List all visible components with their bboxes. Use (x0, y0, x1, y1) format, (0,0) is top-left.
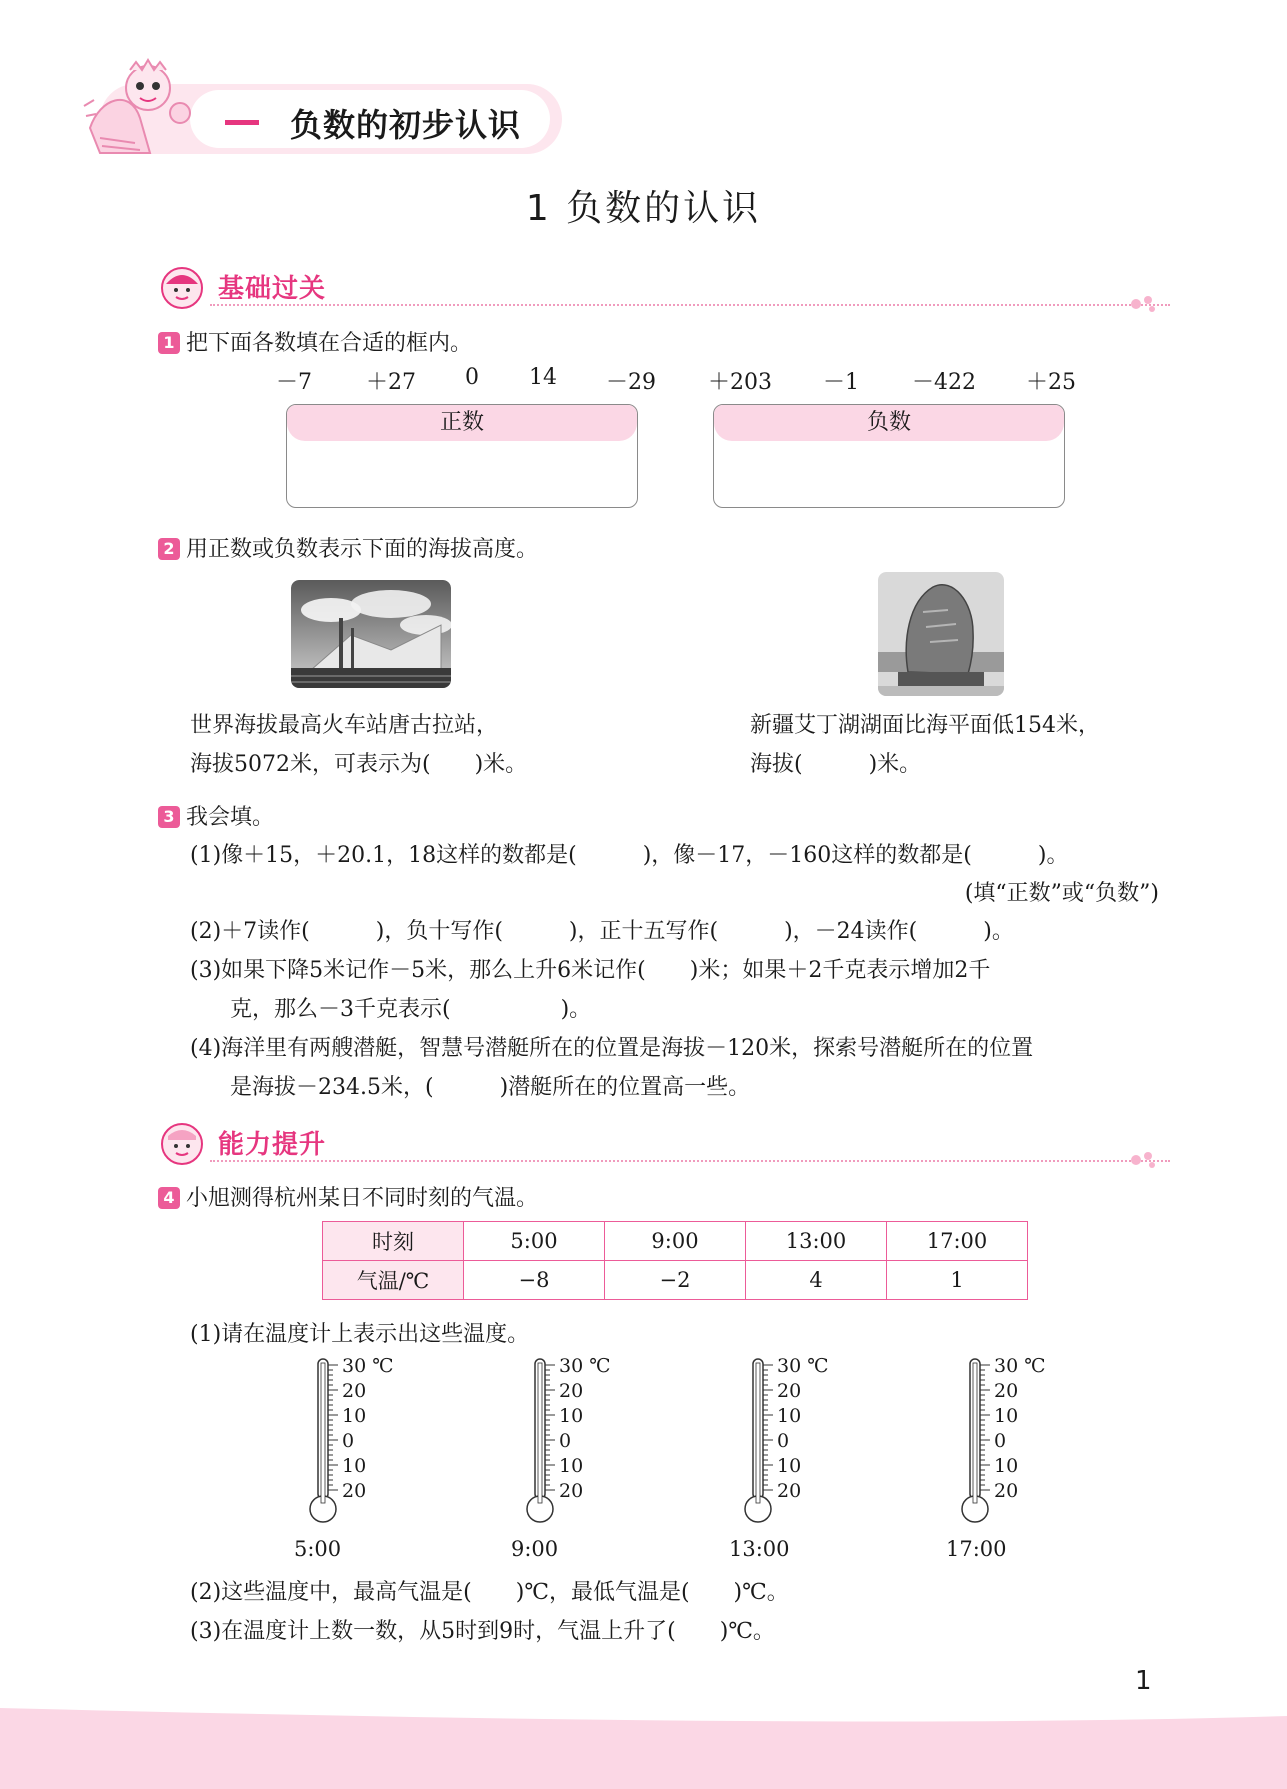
section-divider (210, 1160, 1170, 1162)
number-item: －29 (606, 370, 656, 395)
number-item: ＋27 (366, 370, 416, 395)
thermometer-scale-label: 30 ℃ (559, 1355, 611, 1377)
table-header-cell: 时刻 (323, 1222, 464, 1261)
number-item: ＋25 (1026, 370, 1076, 395)
question-1 (158, 326, 472, 357)
q3-part2: (2)＋7读作( )，负十写作( )，正十五写作( )，－24读作( )。 (190, 919, 1014, 944)
q3-part1: (1)像＋15，＋20.1，18这样的数都是( )，像－17，－160这样的数都是( )。 (190, 843, 1069, 868)
number-item: －7 (276, 370, 312, 395)
q3-part3b: 克，那么－3千克表示( )。 (230, 997, 592, 1022)
thermometer-icon[interactable] (958, 1355, 994, 1527)
number-item: －1 (823, 370, 859, 395)
negative-box[interactable] (713, 404, 1065, 508)
question-number: 2 (158, 538, 180, 560)
thermometer-scale-label: 0 (342, 1430, 355, 1452)
section-header-advanced (158, 1118, 1158, 1168)
thermometer-scale-label: 20 (559, 1480, 584, 1502)
table-row (323, 1261, 1028, 1300)
number-item: －422 (912, 370, 976, 395)
thermometer-scale-label: 10 (342, 1455, 367, 1477)
question-text: 小旭测得杭州某日不同时刻的气温。 (186, 1186, 539, 1211)
dots-icon (1128, 294, 1158, 314)
lesson-title: 1 负数的认识 (525, 188, 762, 229)
thermometer-scale-label: 10 (777, 1455, 802, 1477)
question-text: 把下面各数填在合适的框内。 (186, 331, 473, 356)
table-cell: 5:00 (464, 1222, 605, 1261)
question-number: 4 (158, 1187, 180, 1209)
railway-station-photo (291, 580, 451, 688)
thermometer-scale-label: 10 (994, 1405, 1019, 1427)
table-cell: −2 (605, 1261, 746, 1300)
thermometer-time-label: 9:00 (511, 1537, 559, 1561)
question-4 (158, 1181, 538, 1212)
table-cell: −8 (464, 1261, 605, 1300)
thermometer-scale-label: 20 (342, 1480, 367, 1502)
question-2 (158, 532, 538, 563)
thermometer-scale-label: 10 (777, 1405, 802, 1427)
mascot-icon (80, 58, 220, 158)
number-item: ＋203 (708, 370, 772, 395)
question-number: 1 (158, 332, 180, 354)
table-row (323, 1222, 1028, 1261)
positive-box-label: 正数 (287, 405, 637, 441)
thermometer-scale-label: 10 (559, 1455, 584, 1477)
thermometer-scale-label: 30 ℃ (777, 1355, 829, 1377)
thermometer-scale-label: 20 (777, 1380, 802, 1402)
q4-part1: (1)请在温度计上表示出这些温度。 (190, 1322, 530, 1347)
boy-mascot-icon (160, 1122, 204, 1166)
thermometer-scale-label: 20 (994, 1380, 1019, 1402)
thermometer-scale-label: 0 (994, 1430, 1007, 1452)
question-text: 用正数或负数表示下面的海拔高度。 (186, 537, 539, 562)
q4-part3: (3)在温度计上数一数，从5时到9时，气温上升了( )℃。 (190, 1619, 775, 1644)
table-cell: 1 (887, 1261, 1028, 1300)
q4-part2: (2)这些温度中，最高气温是( )℃，最低气温是( )℃。 (190, 1580, 789, 1605)
thermometer-time-label: 5:00 (294, 1537, 342, 1561)
question-3 (158, 800, 274, 831)
girl-mascot-icon (160, 266, 204, 310)
chapter-title: 负数的初步认识 (290, 106, 522, 144)
thermometer-scale-label: 0 (559, 1430, 572, 1452)
q3-part1-hint: (填“正数”或“负数”) (964, 881, 1159, 906)
thermometer-icon[interactable] (523, 1355, 559, 1527)
thermometer-scale-label: 30 ℃ (342, 1355, 394, 1377)
dots-icon (1128, 1150, 1158, 1170)
thermometer-icon[interactable] (741, 1355, 777, 1527)
section-header-basic (158, 262, 1158, 312)
negative-box-label: 负数 (714, 405, 1064, 441)
positive-box[interactable] (286, 404, 638, 508)
thermometer-time-label: 17:00 (946, 1537, 1007, 1561)
table-header-cell: 气温/℃ (323, 1261, 464, 1300)
lake-stone-photo (878, 572, 1004, 696)
number-item: 14 (529, 365, 557, 390)
temperature-table (322, 1221, 1028, 1300)
thermometer-scale-label: 30 ℃ (994, 1355, 1046, 1377)
q2-right-line1: 新疆艾丁湖湖面比海平面低154米， (750, 713, 1100, 738)
thermometer-scale-label: 20 (777, 1480, 802, 1502)
q3-part4b: 是海拔－234.5米，( )潜艇所在的位置高一些。 (230, 1075, 751, 1100)
question-text: 我会填。 (186, 805, 275, 830)
number-item: 0 (465, 365, 479, 390)
thermometer-time-label: 13:00 (729, 1537, 790, 1561)
table-cell: 13:00 (746, 1222, 887, 1261)
thermometer-scale-label: 0 (777, 1430, 790, 1452)
table-cell: 4 (746, 1261, 887, 1300)
q3-part3a: (3)如果下降5米记作－5米，那么上升6米记作( )米；如果＋2千克表示增加2千 (190, 958, 991, 983)
thermometer-icon[interactable] (306, 1355, 342, 1527)
thermometer-scale-label: 20 (994, 1480, 1019, 1502)
table-cell: 9:00 (605, 1222, 746, 1261)
thermometer-scale-label: 10 (559, 1405, 584, 1427)
thermometer-scale-label: 10 (342, 1405, 367, 1427)
section-title: 基础过关 (218, 274, 327, 304)
q2-left-line1: 世界海拔最高火车站唐古拉站， (190, 713, 499, 738)
thermometer-scale-label: 20 (342, 1380, 367, 1402)
section-divider (210, 304, 1170, 306)
q2-left-line2: 海拔5072米，可表示为( )米。 (190, 752, 528, 777)
q3-part4a: (4)海洋里有两艘潜艇，智慧号潜艇所在的位置是海拔－120米，探索号潜艇所在的位置 (190, 1036, 1034, 1061)
thermometer-scale-label: 10 (994, 1455, 1019, 1477)
question-number: 3 (158, 806, 180, 828)
page-number: 1 (1135, 1666, 1152, 1696)
footer-band (0, 1708, 1287, 1789)
table-cell: 17:00 (887, 1222, 1028, 1261)
q2-right-line2: 海拔( )米。 (750, 752, 922, 777)
thermometer-scale-label: 20 (559, 1380, 584, 1402)
chapter-dash (225, 120, 259, 125)
section-title: 能力提升 (218, 1130, 327, 1160)
